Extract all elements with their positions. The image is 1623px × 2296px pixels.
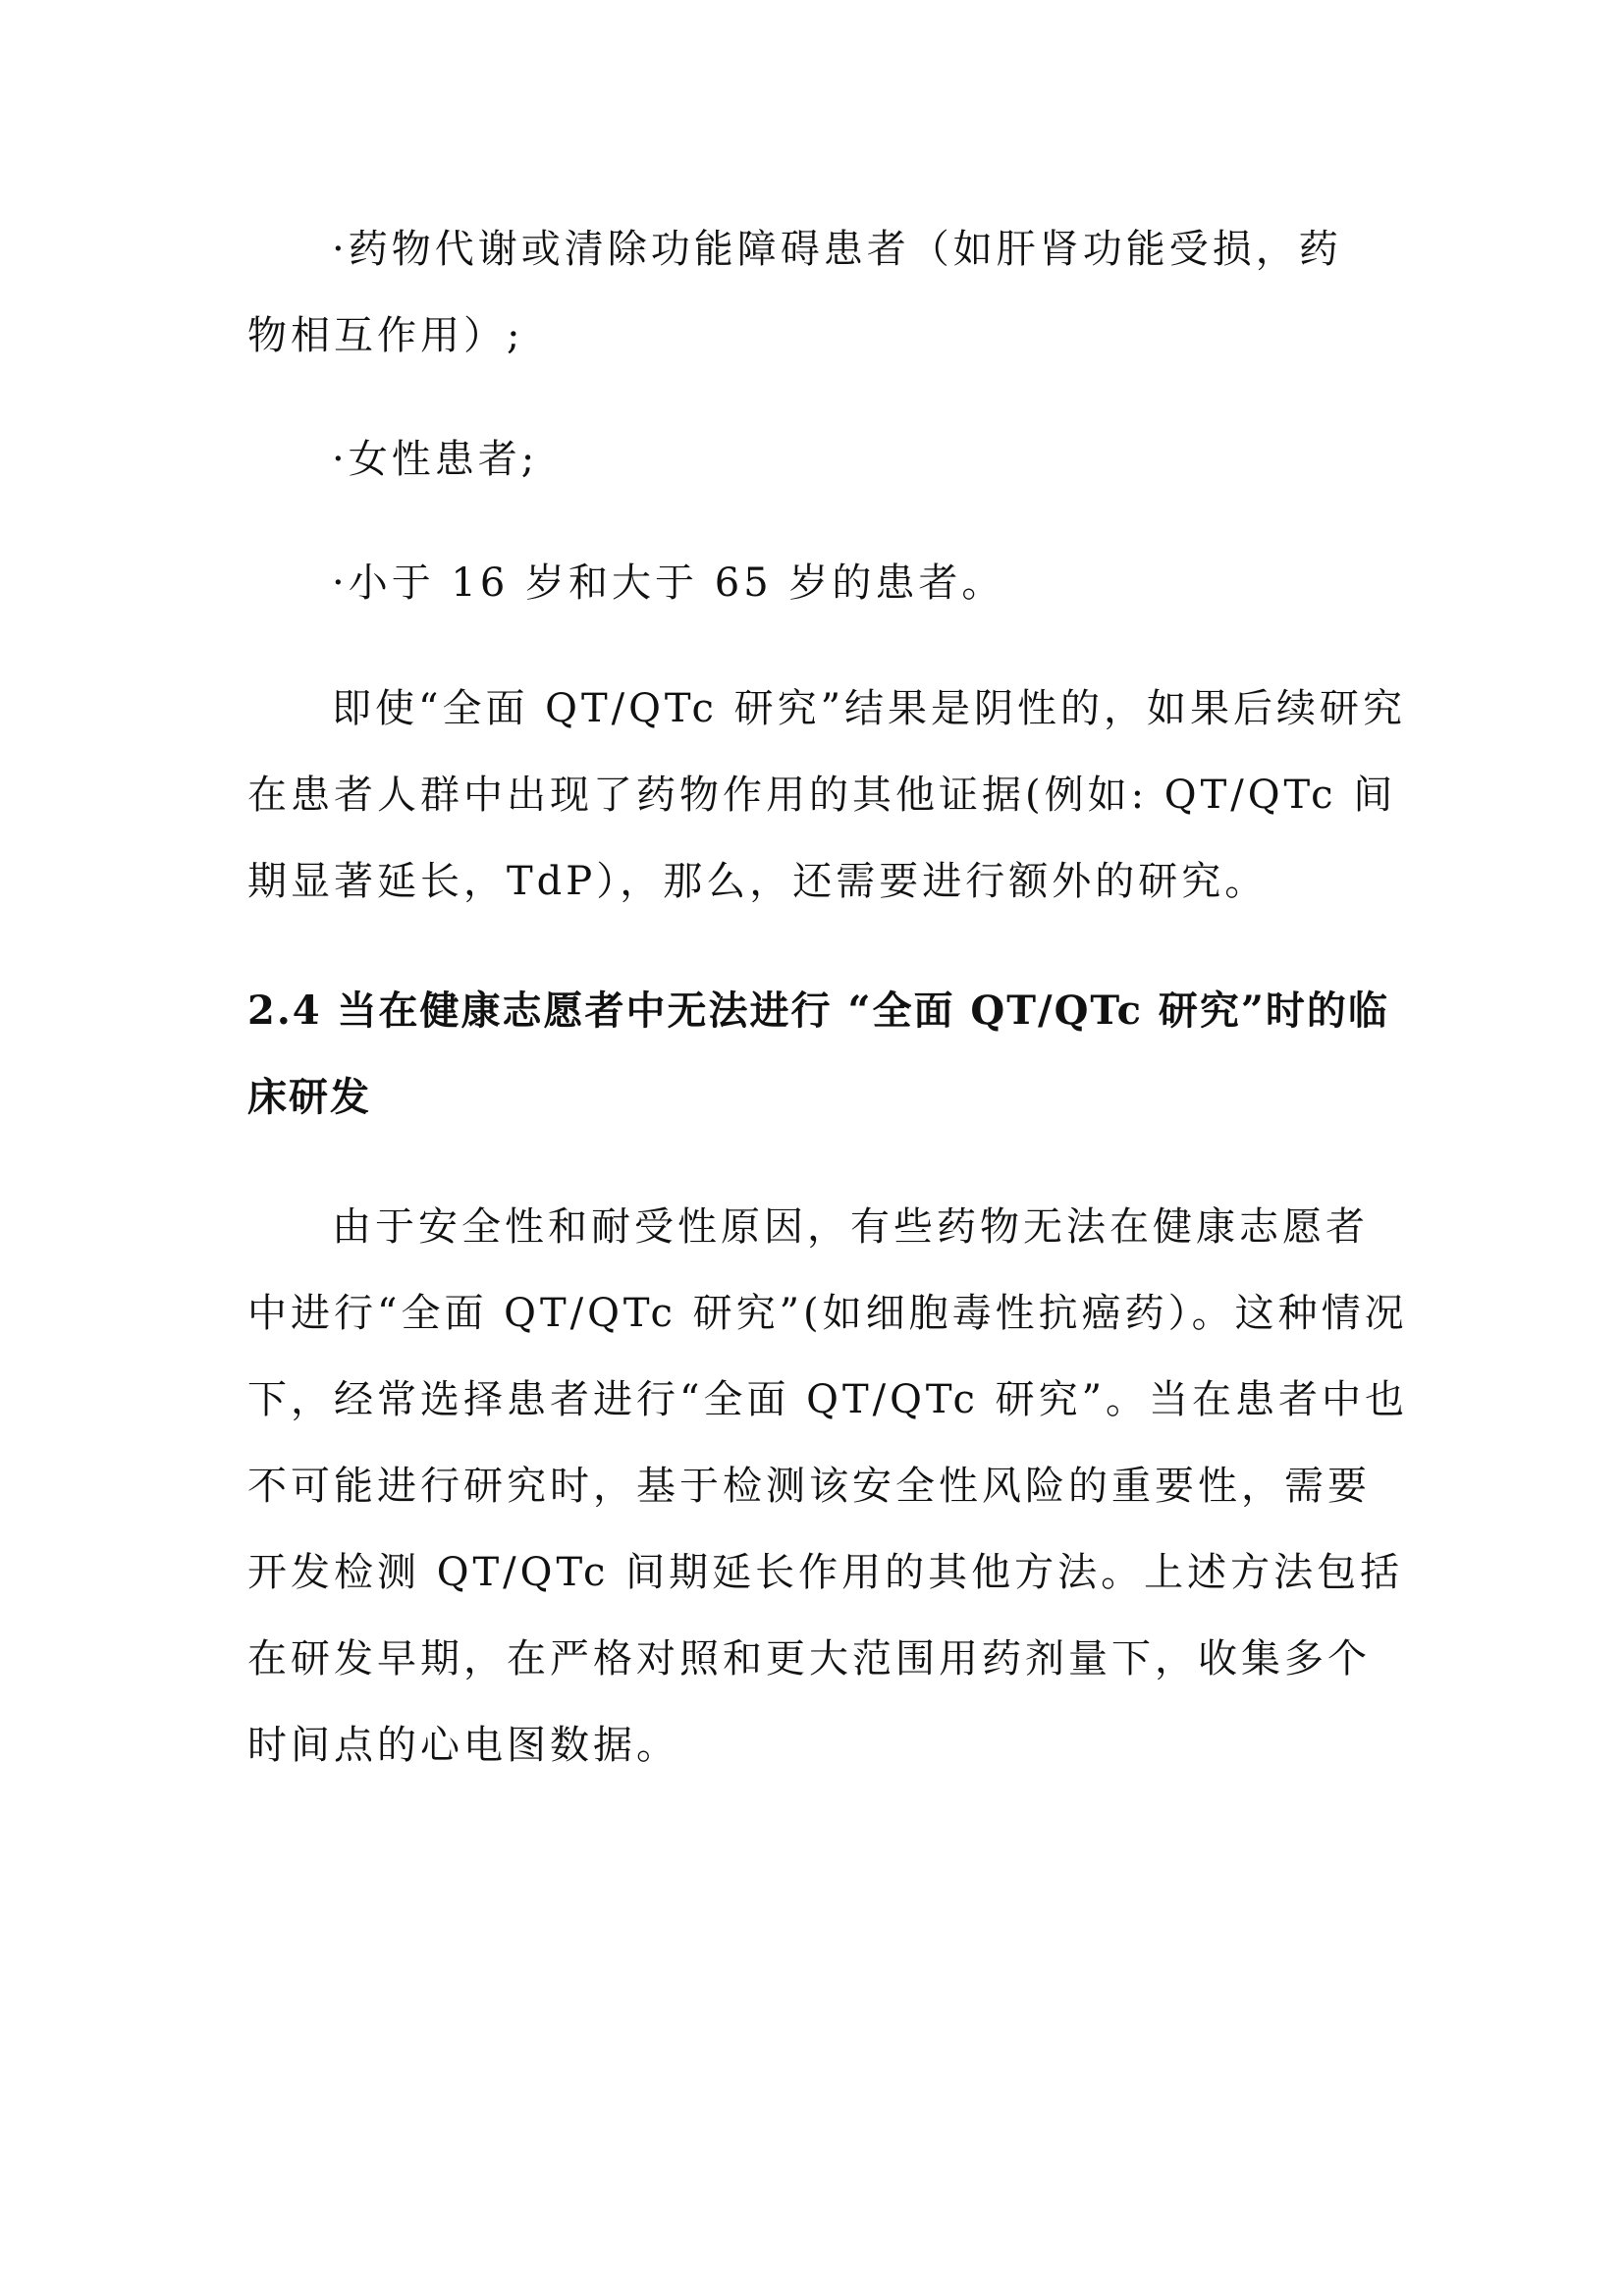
text-line: 开发检测 QT/QTc 间期延长作用的其他方法。上述方法包括 [247,1550,1404,1595]
text-line: 在研发早期，在严格对照和更大范围用药剂量下，收集多个 [247,1636,1371,1682]
heading-line: 2.4 当在健康志愿者中无法进行 “全面 QT/QTc 研究”时的临 [247,988,1389,1034]
text-line: 在患者人群中出现了药物作用的其他证据(例如: QT/QTc 间 [247,773,1397,818]
heading-line: 床研发 [247,1074,371,1120]
text-line: ·小于 16 岁和大于 65 岁的患者。 [332,561,1005,606]
page-body [247,206,1409,1789]
paragraph-alternative-methods [247,1184,1409,1789]
text-line: 物相互作用）; [247,313,524,358]
text-line: 时间点的心电图数据。 [247,1723,679,1768]
text-line: 由于安全性和耐受性原因，有些药物无法在健康志愿者 [332,1204,1369,1250]
list-item-female-patients [247,416,1386,503]
text-line: 即使“全面 QT/QTc 研究”结果是阴性的，如果后续研究 [332,686,1407,731]
section-heading [247,968,1389,1141]
paragraph-negative-result [247,666,1407,925]
text-line: 期显著延长，TdP），那么，还需要进行额外的研究。 [247,859,1269,904]
text-line: 下，经常选择患者进行“全面 QT/QTc 研究”。当在患者中也 [247,1377,1409,1422]
text-line: 不可能进行研究时，基于检测该安全性风险的重要性，需要 [247,1464,1371,1509]
list-item-impaired-clearance [247,206,1386,379]
list-item-age-groups [247,540,1386,626]
text-line: ·女性患者; [332,437,539,482]
text-line: 中进行“全面 QT/QTc 研究”(如细胞毒性抗癌药）。这种情况 [247,1291,1408,1336]
text-line: ·药物代谢或清除功能障碍患者（如肝肾功能受损，药 [332,227,1342,272]
